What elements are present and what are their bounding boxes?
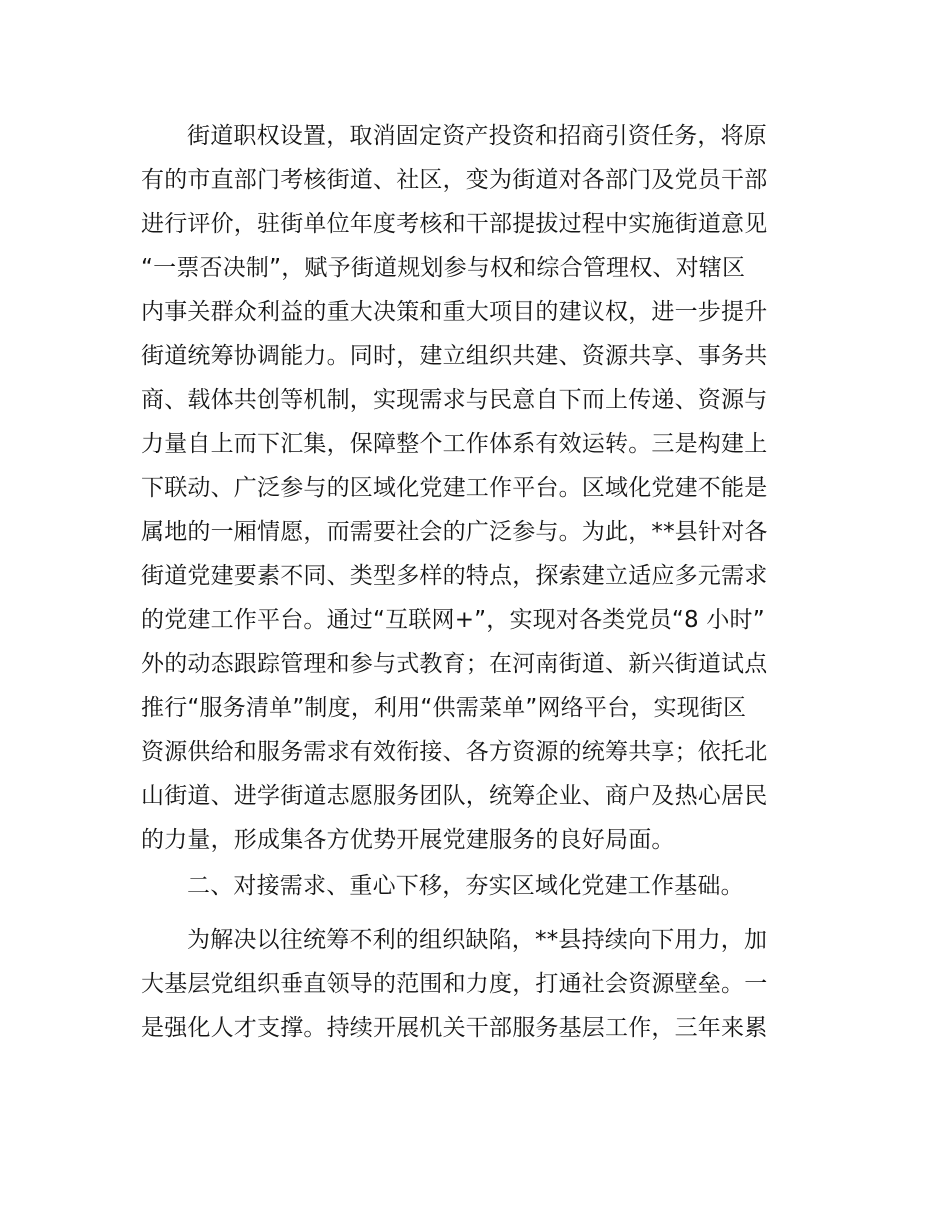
section-heading (141, 864, 821, 908)
body-paragraph-1 (141, 114, 821, 862)
text-line: 内事关群众利益的重大决策和重大项目的建议权，进一步提升 (141, 299, 768, 325)
text-line: 资源供给和服务需求有效衔接、各方资源的统筹共享；依托北 (141, 739, 768, 765)
text-line: 山街道、进学街道志愿服务团队，统筹企业、商户及热心居民 (141, 783, 768, 809)
text-line: 的党建工作平台。通过“互联网+”，实现对各类党员“8 小时” (141, 607, 765, 633)
text-line: “一票否决制”，赋予街道规划参与权和综合管理权、对辖区 (141, 255, 746, 281)
text-line: 属地的一厢情愿，而需要社会的广泛参与。为此，**县针对各 (141, 519, 768, 545)
text-line: 外的动态跟踪管理和参与式教育；在河南街道、新兴街道试点 (141, 651, 768, 677)
text-line: 街道职权设置，取消固定资产投资和招商引资任务，将原 (187, 123, 767, 149)
text-line: 力量自上而下汇集，保障整个工作体系有效运转。三是构建上 (141, 431, 768, 457)
text-line: 下联动、广泛参与的区域化党建工作平台。区域化党建不能是 (141, 475, 768, 501)
text-line: 二、对接需求、重心下移，夯实区域化党建工作基础。 (187, 873, 744, 899)
text-line: 的力量，形成集各方优势开展党建服务的良好局面。 (141, 827, 675, 853)
text-line: 商、载体共创等机制，实现需求与民意自下而上传递、资源与 (141, 387, 768, 413)
text-line: 为解决以往统筹不利的组织缺陷，**县持续向下用力，加 (187, 927, 768, 953)
text-line: 进行评价，驻街单位年度考核和干部提拔过程中实施街道意见 (141, 211, 768, 237)
text-line: 大基层党组织垂直领导的范围和力度，打通社会资源壁垒。一 (141, 971, 768, 997)
text-line: 是强化人才支撑。持续开展机关干部服务基层工作，三年来累 (141, 1015, 768, 1041)
text-line: 街道党建要素不同、类型多样的特点，探索建立适应多元需求 (141, 563, 768, 589)
text-line: 有的市直部门考核街道、社区，变为街道对各部门及党员干部 (141, 167, 768, 193)
text-line: 推行“服务清单”制度，利用“供需菜单”网络平台，实现街区 (141, 695, 747, 721)
body-paragraph-3 (141, 918, 821, 1050)
text-line: 街道统筹协调能力。同时，建立组织共建、资源共享、事务共 (141, 343, 768, 369)
